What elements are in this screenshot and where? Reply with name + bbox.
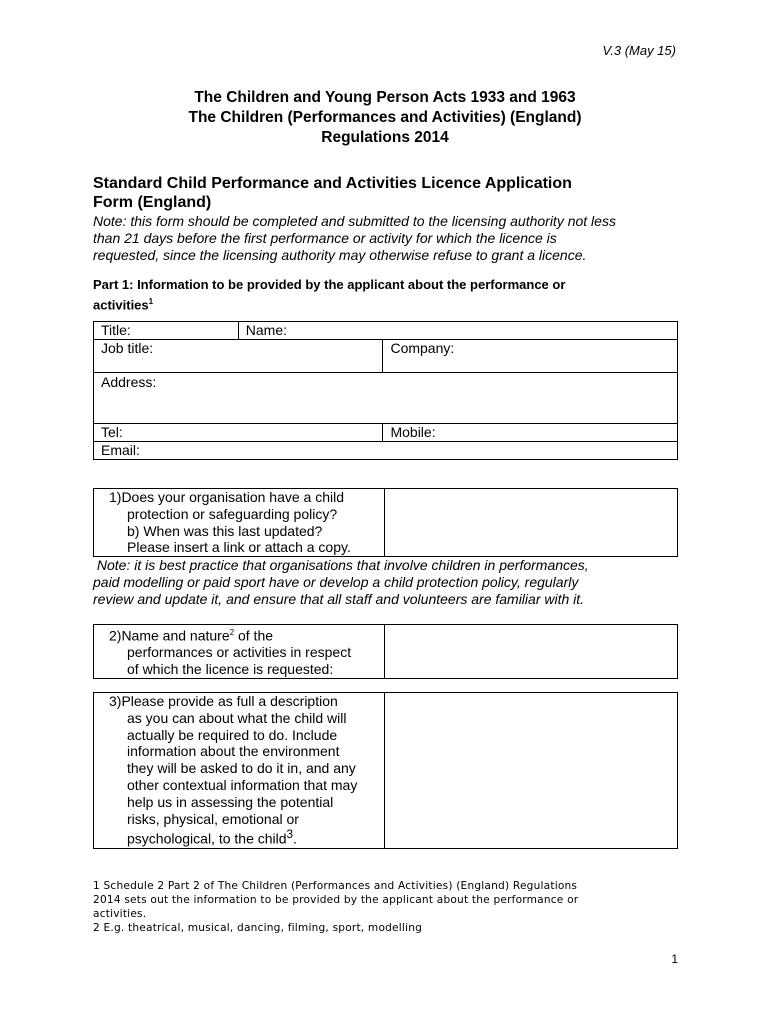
- heading-line-1: The Children and Young Person Acts 1933 and 1963: [194, 89, 576, 106]
- q1-line-3: b) When was this last updated?: [127, 522, 323, 539]
- question-3-text: [94, 693, 385, 849]
- heading-line-3: Regulations 2014: [321, 129, 449, 146]
- q3-line-6: other contextual information that may: [127, 776, 358, 793]
- part1-heading: [93, 276, 693, 313]
- question-3-answer[interactable]: [384, 693, 677, 849]
- footnote-1-line-1: 1 Schedule 2 Part 2 of The Children (Performances and Activities) (England) Regulations: [93, 880, 578, 892]
- applicant-table: [93, 321, 678, 460]
- q1-line-1: 1)Does your organisation have a child: [109, 489, 345, 505]
- q3-line-3: actually be required to do. Include: [127, 726, 338, 743]
- title-label: Title:: [101, 322, 131, 338]
- footnote-1-line-2: 2014 sets out the information to be provided by the applicant about the performance or: [93, 894, 579, 906]
- q1-line-4: Please insert a link or attach a copy.: [127, 539, 351, 556]
- question-2-table: [93, 624, 678, 679]
- question-1-table: [93, 488, 678, 557]
- form-note-line-2: than 21 days before the first performance or activity for which the licence is: [93, 230, 557, 246]
- form-title-line-2: Form (England): [93, 194, 212, 211]
- name-label: Name:: [245, 322, 288, 338]
- q2-line-2: performances or activities in respect: [127, 644, 352, 661]
- mobile-label: Mobile:: [390, 424, 436, 440]
- version-label: V.3 (May 15): [602, 43, 676, 58]
- q3-line-1: 3)Please provide as full a description: [109, 693, 338, 709]
- q3-line-8: risks, physical, emotional or: [127, 810, 299, 827]
- q2-line-1-start: 2)Name and nature: [109, 627, 230, 644]
- form-title-line-1: Standard Child Performance and Activities Licence Application: [93, 175, 572, 192]
- q1-line-2: protection or safeguarding policy?: [127, 505, 338, 522]
- q3-line-7: help us in assessing the potential: [127, 793, 334, 810]
- q3-line-9: [101, 827, 377, 847]
- address-field[interactable]: [94, 373, 678, 424]
- company-field[interactable]: [383, 340, 678, 373]
- question-2-text: [94, 625, 385, 679]
- q2-line-1: [101, 625, 377, 644]
- part1-line-1: Part 1: Information to be provided by the applicant about the performance or: [93, 277, 566, 292]
- tel-label: Tel:: [101, 424, 123, 440]
- address-label: Address:: [101, 374, 157, 390]
- q1-note-line-1: Note: it is best practice that organisations that involve children in performances,: [93, 557, 589, 573]
- footnote-ref-2: 2: [229, 628, 235, 637]
- question-3-table: [93, 692, 678, 849]
- company-label: Company:: [390, 340, 455, 356]
- q3-line-2: as you can about what the child will: [127, 709, 347, 726]
- footnote-ref-1: 1: [148, 297, 154, 306]
- heading-line-2: The Children (Performances and Activities) (England): [188, 109, 582, 126]
- footnote-1-line-3: activities.: [93, 908, 147, 920]
- footnote-2: 2 E.g. theatrical, musical, dancing, filming, sport, modelling: [93, 922, 423, 934]
- footnotes: [93, 879, 673, 935]
- q3-line-9-end: .: [293, 831, 297, 848]
- tel-field[interactable]: [94, 424, 383, 442]
- title-field[interactable]: [94, 322, 239, 340]
- q2-line-3: of which the licence is requested:: [127, 661, 334, 678]
- email-label: Email:: [101, 442, 140, 458]
- email-field[interactable]: [94, 442, 678, 460]
- question-1-answer[interactable]: [384, 489, 677, 557]
- question-2-answer[interactable]: [384, 625, 677, 679]
- footnote-ref-3: 3: [286, 828, 294, 842]
- job-title-field[interactable]: [94, 340, 383, 373]
- part1-line-2: activities: [93, 297, 149, 313]
- name-field[interactable]: [238, 322, 677, 340]
- question-1-text: [94, 489, 385, 557]
- q3-line-5: they will be asked to do it in, and any: [127, 760, 356, 777]
- q1-note: [93, 557, 589, 608]
- page-number: 1: [671, 952, 678, 966]
- form-note-line-1: Note: this form should be completed and submitted to the licensing authority not less: [93, 213, 616, 229]
- mobile-field[interactable]: [383, 424, 678, 442]
- job-title-label: Job title:: [101, 340, 154, 356]
- q2-line-1-end: of the: [234, 627, 274, 644]
- q1-note-line-3: review and update it, and ensure that all staff and volunteers are familiar with it.: [93, 591, 585, 607]
- q3-line-4: information about the environment: [127, 743, 340, 760]
- form-note-line-3: requested, since the licensing authority may otherwise refuse to grant a licence.: [93, 247, 587, 263]
- q3-line-9-start: psychological, to the child: [127, 831, 287, 848]
- form-note: [93, 213, 616, 264]
- q1-note-line-2: paid modelling or paid sport have or develop a child protection policy, regularly: [93, 574, 579, 590]
